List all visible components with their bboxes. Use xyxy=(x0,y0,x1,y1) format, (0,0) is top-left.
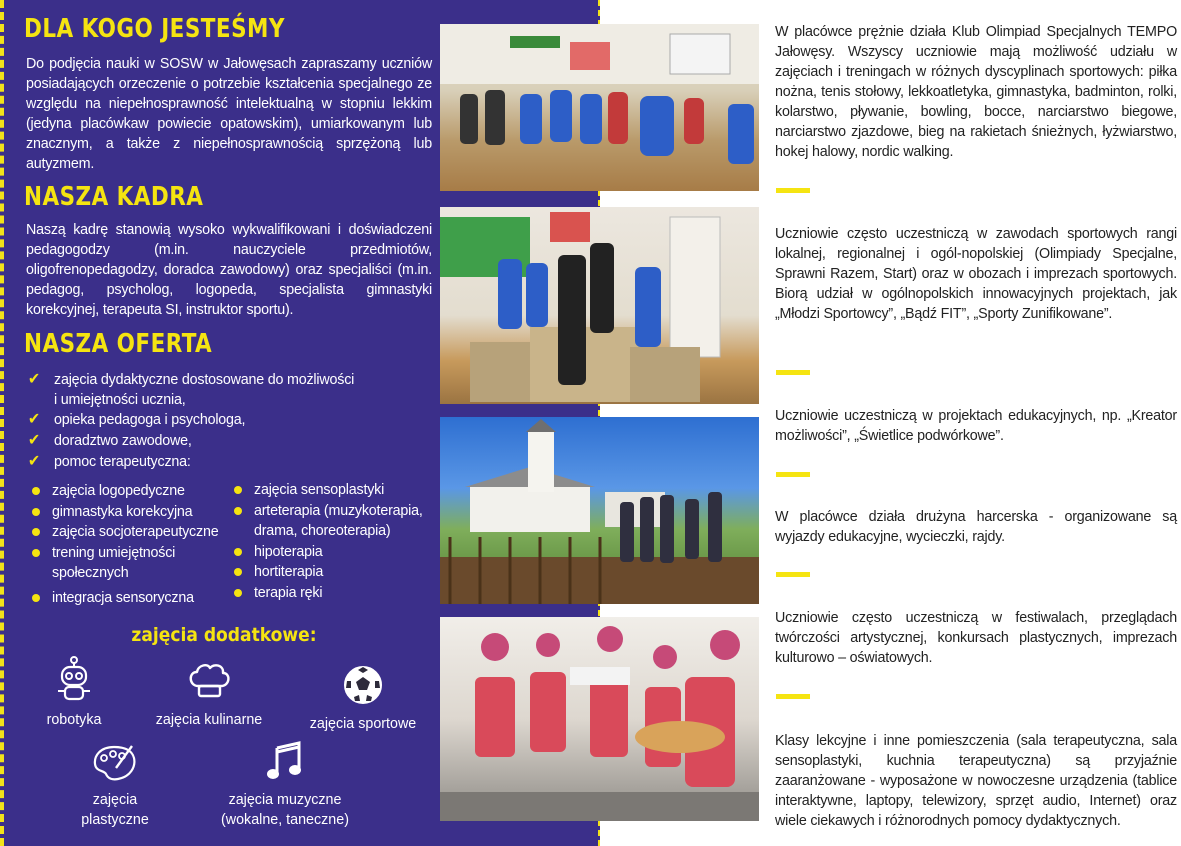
right-paragraph: Klasy lekcyjne i inne pomieszczenia (sala terapeutyczna, sala sensoplastyki, kuchnia terapeutyczna) są przyjaźnie zaaranżowane - wyposażone w nowoczesne urządzenia (tablice interaktywne, laptopy, telewizory, sprzęt audio, Internet) oraz wiele ciekawych i różnorodnych pomocy dydaktycznych. xyxy=(775,733,1177,829)
check-icon: ✔ xyxy=(28,432,40,449)
heading-offer: NASZA OFERTA xyxy=(24,329,213,359)
therapy-item: gimnastyka korekcyjna xyxy=(28,502,238,523)
therapy-item: zajęcia logopedyczne xyxy=(28,481,238,502)
extra-label: zajęcia sportowe xyxy=(309,716,417,732)
therapy-item: integracja sensoryczna xyxy=(28,588,238,609)
therapy-item: zajęcia sensoplastyki xyxy=(230,480,440,501)
music-note-icon xyxy=(265,740,305,782)
therapy-item: trening umiejętności społecznych xyxy=(28,543,198,584)
heading-who: DLA KOGO JESTEŚMY xyxy=(24,14,285,44)
therapy-item: terapia ręki xyxy=(230,583,440,604)
right-paragraph: Uczniowie często uczestniczą w festiwalach, przeglądach twórczości artystycznej, konkursach plastycznych, imprezach kulturowo – oświatowych. xyxy=(775,610,1177,666)
offer-check-item: ✔ doradztwo zawodowe, xyxy=(28,432,192,449)
right-paragraph: Uczniowie często uczestniczą w zawodach sportowych rangi lokalnej, regionalnej i ogól-nopolskiej (Olimpiady Specjalne, Sprawni Razem, Start) oraz w obozach i imprezach sportowych. Biorą udział w ogólnopolskich innowacyjnych projektach, jak „Młodzi Sportowcy”, „Bądź FIT”, „Sporty Zunifikowane”. xyxy=(775,226,1177,322)
extra-music xyxy=(210,740,360,830)
divider-dash xyxy=(776,694,810,699)
therapy-list-right xyxy=(230,480,440,603)
extra-label: robotyka xyxy=(46,712,102,728)
right-paragraph: Uczniowie uczestniczą w projektach edukacyjnych, np. „Kreator możliwości”, „Świetlice podwórkowe”. xyxy=(775,408,1177,444)
soccer-ball-icon xyxy=(342,664,384,706)
right-paragraph: W placówce prężnie działa Klub Olimpiad Specjalnych TEMPO Jałowęsy. Wszyscy uczniowie mają możliwość udziału w zajęciach i treningach w różnych dyscyplinach sportowych: piłka nożna, tenis stołowy, lekkoatletyka, gimnastyka, badminton, rolki, kolarstwo, pływanie, bowling, bocce, narciarstwo biegowe, narciarstwo zjazdowe, bieg na rakietach śnieżnych, łyżwiarstwo, hokej halowy, nordic walking. xyxy=(775,24,1177,160)
check-icon: ✔ xyxy=(28,371,40,388)
photo-sports-hall-image xyxy=(440,24,759,191)
therapy-list-left xyxy=(28,481,238,608)
robot-icon xyxy=(54,656,94,702)
therapy-item: hipoterapia xyxy=(230,542,440,563)
photo-cooking-image xyxy=(440,617,759,821)
extra-label: zajęcia plastyczne xyxy=(81,792,149,828)
extra-label: zajęcia muzyczne (wokalne, taneczne) xyxy=(221,792,349,828)
photo-cooking xyxy=(440,617,759,821)
check-icon: ✔ xyxy=(28,453,40,470)
photo-church-trip xyxy=(440,417,759,604)
photo-sports-hall xyxy=(440,24,759,191)
staff-paragraph: Naszą kadrę stanowią wysoko wykwalifikowani i doświadczeni pedagogodzy (m.in. nauczyciele przedmiotów, oligofrenopedagodzy, doradca zawodowy) oraz specjaliści (m.in. pedagog, psycholog, logopeda, specjalista gimnastyki korekcyjnej, terapeuta SI, instruktor sportu). xyxy=(26,222,432,318)
heading-staff: NASZA KADRA xyxy=(24,182,204,212)
right-paragraph: W placówce działa drużyna harcerska - organizowane są wyjazdy edukacyjne, wycieczki, rajdy. xyxy=(775,509,1177,545)
palette-icon xyxy=(92,744,138,782)
extra-sports xyxy=(298,664,428,734)
offer-check-item: ✔ opieka pedagoga i psychologa, xyxy=(28,411,246,428)
offer-check-item: ✔ pomoc terapeutyczna: xyxy=(28,453,191,470)
offer-check-item: ✔ zajęcia dydaktyczne dostosowane do możliwości i umiejętności ucznia, xyxy=(28,371,355,408)
extra-robotics xyxy=(24,656,124,730)
photo-podium-image xyxy=(440,207,759,404)
extra-activities-title: zajęcia dodatkowe: xyxy=(131,624,317,646)
chef-hat-icon xyxy=(186,662,232,702)
therapy-item: zajęcia socjoterapeutyczne xyxy=(28,522,238,543)
photo-podium xyxy=(440,207,759,404)
therapy-item: hortiterapia xyxy=(230,562,440,583)
extra-label: zajęcia kulinarne xyxy=(155,712,263,728)
divider-dash xyxy=(776,188,810,193)
extra-cooking xyxy=(144,662,274,730)
who-paragraph: Do podjęcia nauki w SOSW w Jałowęsach zapraszamy uczniów posiadających orzeczenie o potrzebie kształcenia specjalnego ze względu na niepełnosprawność intelektualną w stopniu lekkim (jedyna placówkaw powiecie opatowskim), umiarkowanym lub znacznym, a także z niepełnosprawnością sprzężoną lub autyzmem. xyxy=(26,56,432,172)
divider-dash xyxy=(776,370,810,375)
therapy-item: arteterapia (muzykoterapia, drama, choreoterapia) xyxy=(230,501,440,542)
divider-dash xyxy=(776,572,810,577)
check-icon: ✔ xyxy=(28,411,40,428)
extra-art xyxy=(60,744,170,830)
photo-church-trip-image xyxy=(440,417,759,604)
divider-dash xyxy=(776,472,810,477)
